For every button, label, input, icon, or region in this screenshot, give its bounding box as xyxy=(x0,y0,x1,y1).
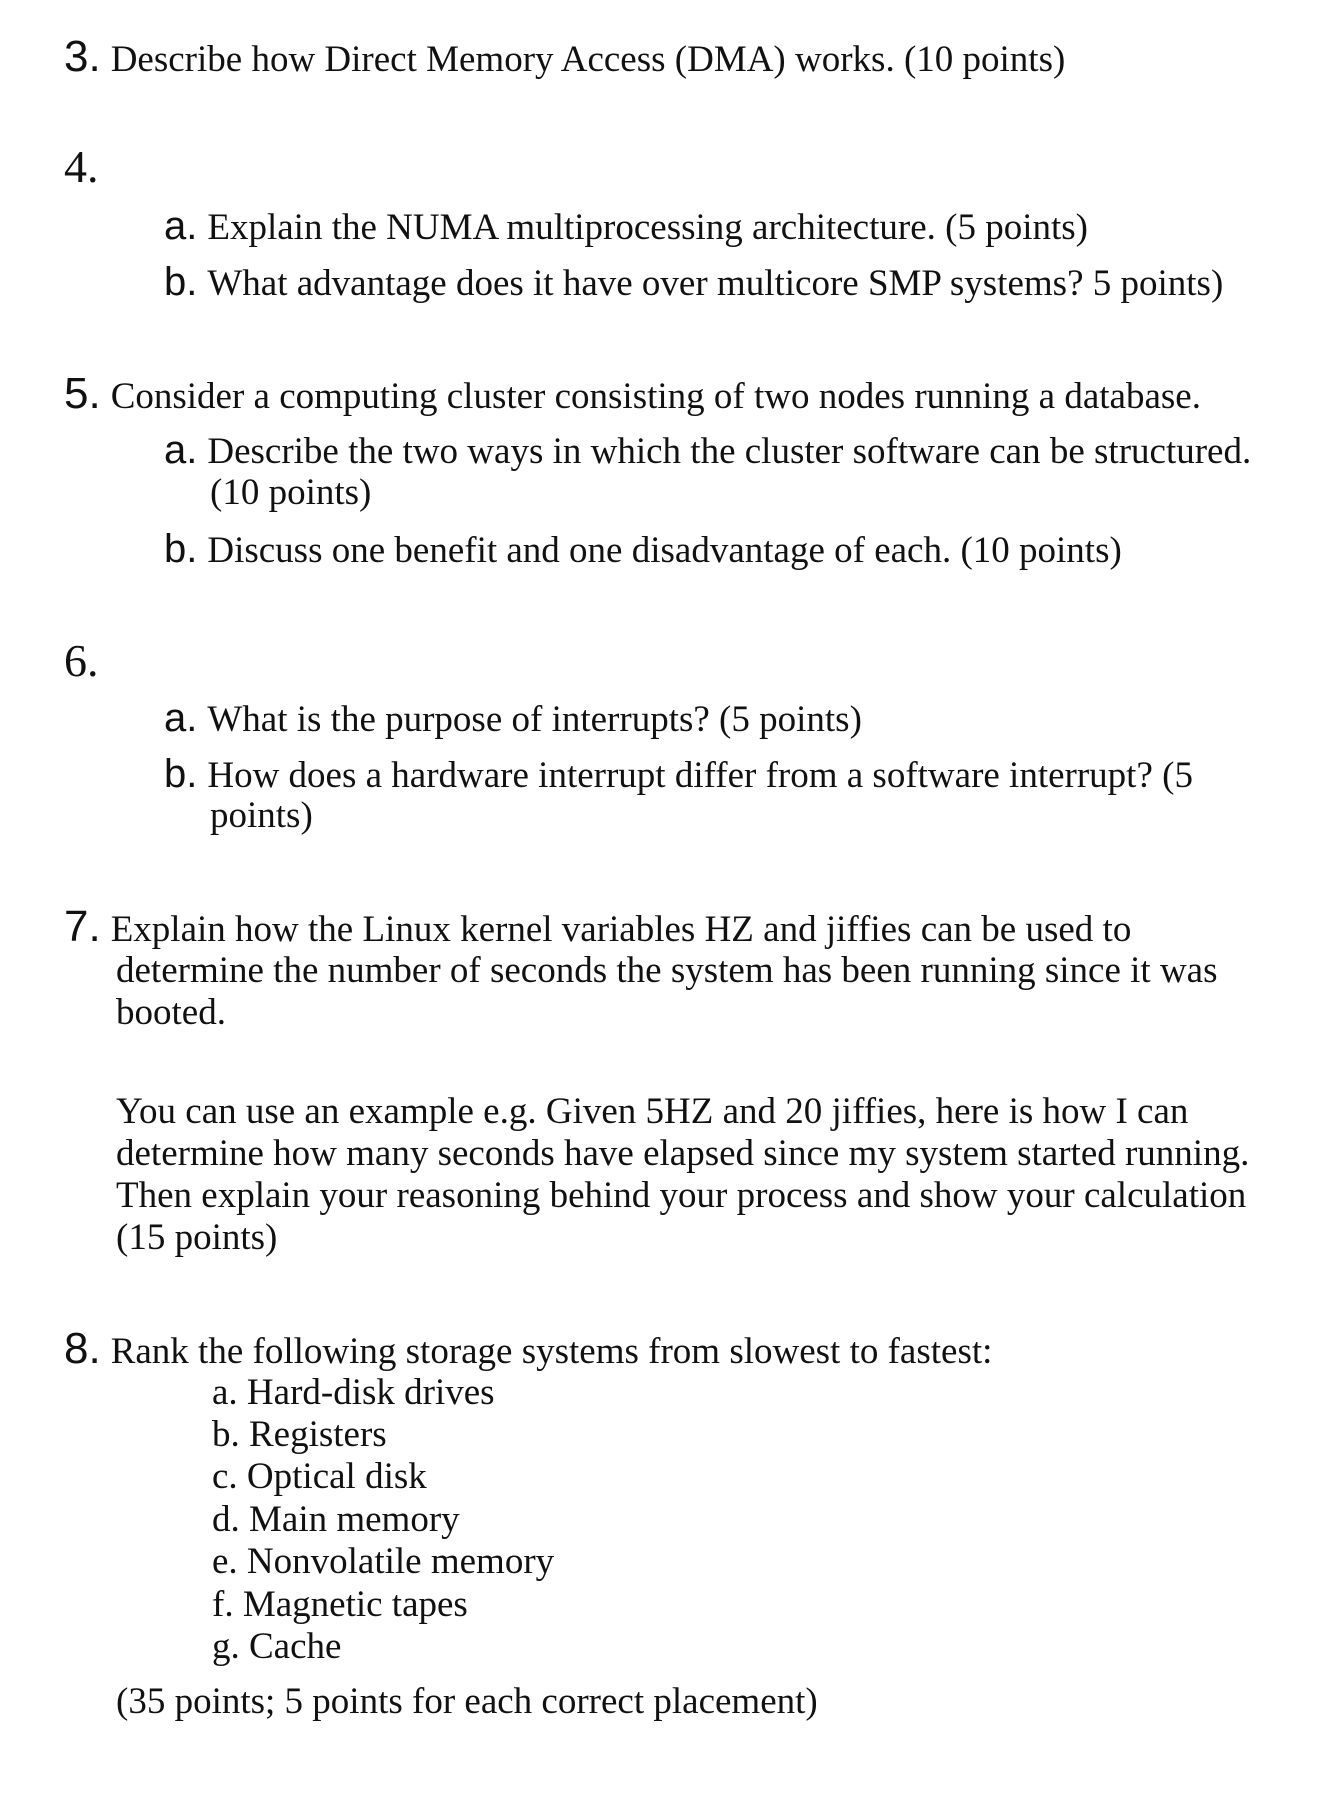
question-3 xyxy=(64,32,1066,81)
question-6 xyxy=(64,635,109,686)
storage-item-c xyxy=(212,1456,427,1498)
question-7-example-text-2: determine how many seconds have elapsed since my system started running. xyxy=(116,1133,1250,1174)
question-8-number: 8. xyxy=(64,1324,101,1373)
question-7-example-line1 xyxy=(116,1091,1188,1133)
question-7-example-line3 xyxy=(116,1175,1246,1217)
question-4-number: 4. xyxy=(64,141,99,192)
question-5-number: 5. xyxy=(64,369,101,418)
question-5b-text: Discuss one benefit and one disadvantage of each. (10 points) xyxy=(207,530,1122,571)
question-7-number: 7. xyxy=(64,902,101,951)
question-8 xyxy=(64,1324,993,1373)
storage-item-e xyxy=(212,1541,554,1583)
storage-item-d xyxy=(212,1499,460,1541)
question-6b-text-line1: How does a hardware interrupt differ from a software interrupt? (5 xyxy=(207,755,1193,796)
question-6b-text-line2: points) xyxy=(210,795,313,836)
storage-item-text: c. Optical disk xyxy=(212,1456,427,1497)
question-5a-continuation xyxy=(210,472,371,514)
question-4a-label: a. xyxy=(164,204,198,248)
question-7-line2 xyxy=(116,950,1218,992)
question-5a-text-line2: (10 points) xyxy=(210,472,372,513)
question-8-footer xyxy=(116,1681,818,1723)
question-5a-text-line1: Describe the two ways in which the cluster software can be structured. xyxy=(207,431,1252,472)
question-6b-continuation xyxy=(210,795,313,837)
question-5a-label: a. xyxy=(164,428,198,472)
storage-item-b xyxy=(212,1414,387,1456)
storage-item-g xyxy=(212,1626,341,1668)
question-5b xyxy=(164,528,1122,572)
question-8-text: Rank the following storage systems from slowest to fastest: xyxy=(110,1331,993,1372)
question-3-number: 3. xyxy=(64,32,101,81)
question-6a-label: a. xyxy=(164,696,198,740)
question-3-text: Describe how Direct Memory Access (DMA) works. (10 points) xyxy=(110,39,1066,80)
question-8-footer-text: (35 points; 5 points for each correct placement) xyxy=(116,1681,818,1722)
question-4b xyxy=(164,261,1223,305)
question-5 xyxy=(64,369,1201,418)
storage-item-text: e. Nonvolatile memory xyxy=(212,1541,555,1582)
question-7-text-line1: Explain how the Linux kernel variables HZ and jiffies can be used to xyxy=(110,909,1132,950)
question-4b-label: b. xyxy=(164,260,198,304)
storage-item-a xyxy=(212,1372,495,1414)
question-6b-label: b. xyxy=(164,752,198,796)
question-4a-text: Explain the NUMA multiprocessing architecture. (5 points) xyxy=(207,207,1088,248)
storage-item-text: f. Magnetic tapes xyxy=(212,1584,468,1625)
storage-item-f xyxy=(212,1584,468,1626)
question-7-example-text-3: Then explain your reasoning behind your process and show your calculation xyxy=(116,1175,1247,1216)
question-6b xyxy=(164,753,1193,797)
storage-item-text: b. Registers xyxy=(212,1414,387,1455)
question-4a xyxy=(164,205,1088,249)
question-5-text: Consider a computing cluster consisting of two nodes running a database. xyxy=(110,376,1201,417)
question-7-line3 xyxy=(116,992,226,1034)
storage-item-text: a. Hard-disk drives xyxy=(212,1372,495,1413)
question-6a-text: What is the purpose of interrupts? (5 points) xyxy=(207,699,862,740)
question-7-example-text-1: You can use an example e.g. Given 5HZ and 20 jiffies, here is how I can xyxy=(116,1091,1189,1132)
question-6a xyxy=(164,697,862,741)
question-7-text-line3: booted. xyxy=(116,992,226,1033)
question-7-example-line4 xyxy=(116,1217,277,1259)
storage-item-text: g. Cache xyxy=(212,1626,342,1667)
question-4b-text: What advantage does it have over multicore SMP systems? 5 points) xyxy=(207,263,1224,304)
question-7-example-line2 xyxy=(116,1133,1249,1175)
storage-item-text: d. Main memory xyxy=(212,1499,460,1540)
question-4 xyxy=(64,141,109,192)
question-7 xyxy=(64,902,1132,951)
question-5b-label: b. xyxy=(164,527,198,571)
question-5a xyxy=(164,429,1251,473)
question-6-number: 6. xyxy=(64,635,99,686)
question-7-example-text-4: (15 points) xyxy=(116,1217,278,1258)
question-7-text-line2: determine the number of seconds the system has been running since it was xyxy=(116,950,1218,991)
